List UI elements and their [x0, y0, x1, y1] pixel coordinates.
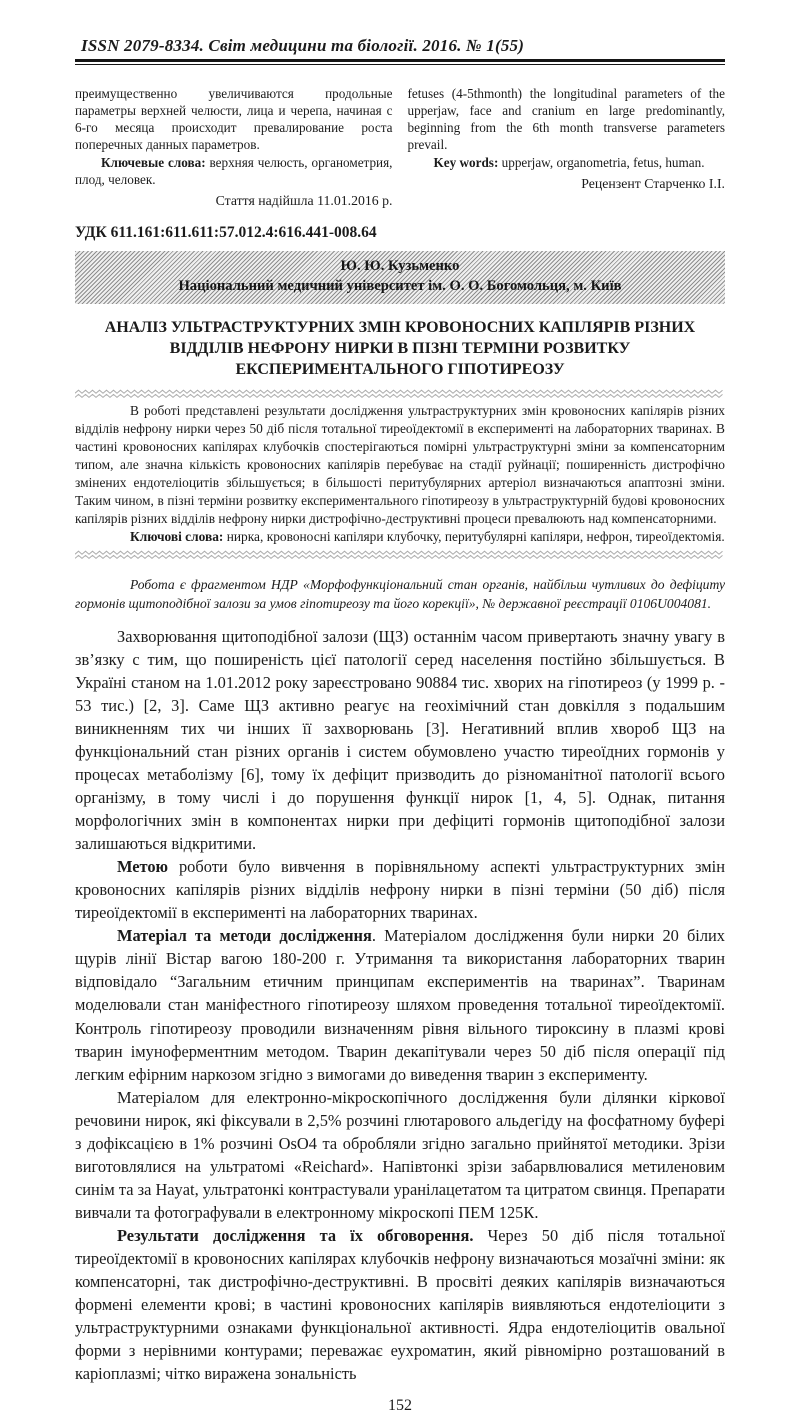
paragraph-text: Через 50 діб після тотальної тиреоїдектомії в кровоносних капілярах клубочків нефрону визначаються мозаїчні зміни: як компенсаторні, так дистрофічно-деструктивні. В просвіті деяких капілярів визначаються формені елементи крові; в частині кровоносних капілярів виявляються ендотеліоцити з ультраструктурними ознаками функціональної активності. Ядра ендотеліоцитів овальної форми з нерівними контурами; переважає еухроматин, який рівномірно розташований в каріоплазмі; чітко виражена зональність: [75, 1225, 725, 1384]
paragraph-text: Захворювання щитоподібної залози (ЩЗ) останнім часом привертають значну увагу в зв’язку с тим, що поширеність цієї патології серед населення постійно збільшується. В Україні станом на 1.01.2012 року зареєстровано 90884 тис. хворих на гіпотиреоз (у 1999 р. - 53 тис.) [2, 3]. Саме ЩЗ активно реагує на геохімічний стан довкілля з подальшим виникненням тих чи інших її захворювань [3]. Негативний вплив хвороб ЩЗ на функціональний стан різних органів і систем обумовлено участю тиреоїдних гормонів у процесах метаболізму [6], тому їх дефіцит призводить до різноманітної патології всього організму, в тому числі і до порушення функції нирок [1, 4, 5]. Однак, питання морфологічних змін в компонентах нирки при дефіциті гормонів щитоподібної залози залишаються відкритими.: [75, 626, 725, 854]
russian-keywords: [75, 154, 393, 188]
abstract-block: [75, 402, 725, 546]
udc-code: УДК 611.161:611.611:57.012.4:616.441-008.64: [75, 223, 377, 241]
grant-note: Робота є фрагментом НДР «Морфофункціональний стан органів, найбільш чутливих до дефіциту гормонів щитоподібної залози за умов гіпотиреозу та його корекції», № державної реєстрації 0106U004081.: [75, 576, 725, 611]
column-english: [408, 85, 726, 210]
paragraph-lead: Результати дослідження та їх обговорення.: [117, 1225, 474, 1245]
paragraph-lead: Метою: [117, 857, 169, 877]
article-title: АНАЛІЗ УЛЬТРАСТРУКТУРНИХ ЗМІН КРОВОНОСНИХ КАПІЛЯРІВ РІЗНИХ ВІДДІЛІВ НЕФРОНУ НИРКИ В ПІЗНІ ТЕРМІНИ РОЗВИТКУ ЕКСПЕРИМЕНТАЛЬНОГО ГІПОТИРЕОЗУ: [104, 318, 696, 378]
zigzag-border-top: [75, 389, 725, 399]
english-keywords-label: Key words:: [433, 154, 499, 170]
abstract-keywords: [75, 528, 725, 546]
author-affiliation-block: [75, 251, 725, 304]
paragraph-text: роботи було вивчення в порівняльному аспекті ультраструктурних змін кровоносних капілярів різних відділів нефрону нирки в пізні терміни (50 діб) після тиреоїдектомії в експерименті на лабораторних тваринах.: [75, 857, 725, 923]
abstract-keywords-label: Ключові слова:: [130, 528, 224, 544]
article-body: [75, 625, 725, 1386]
paragraph-text: Матеріалом для електронно-мікроскопічного дослідження були ділянки кіркової речовини нирок, які фіксували в 2,5% розчині глютарового альдегіду на фосфатному буфері з дофіксацією в 1% розчині OsO4 та обробляли згідно загально прийнятої методики. Зрізи виготовлялися на ультратомі «Reichard». Напівтонкі зрізи забарвлювалися метиленовим синім та за Hayat, ультратонкі контрастували уранілацетатом та цитратом свинця. Препарати вивчали та фотографували в електронному мікроскопі ПЕМ 125К.: [75, 1087, 725, 1222]
page-number: 152: [388, 1397, 412, 1415]
abstract-keywords-text: нирка, кровоносні капіляри клубочку, перитубулярні капіляри, нефрон, тиреоїдектомія.: [223, 528, 725, 544]
english-keywords: [408, 154, 726, 171]
affiliation: Національний медичний університет ім. О. О. Богомольця, м. Київ: [178, 278, 622, 295]
paragraph-intro: [75, 625, 725, 855]
russian-keywords-label: Ключевые слова:: [101, 154, 206, 170]
previous-article-tail: [75, 85, 725, 210]
author-name: Ю. Ю. Кузьменко: [340, 257, 460, 274]
zigzag-border-bottom: [75, 550, 725, 560]
abstract-text: В роботі представлені результати дослідження ультраструктурних змін кровоносних капілярів різних відділів нефрону нирки через 50 діб після тотальної тиреоїдектомії в експерименті на лабораторних тваринах. В частині кровоносних капілярах клубочків спостерігаються помірні ультраструктурні зміни за компенсаторним типом, але значна кількість кровоносних капілярів перебуває на стадії руйнації; поширенність дистрофічно змінених ендотеліоцитів збільшується; в більшості перитубулярних артеріол визначаються апаптозні зміни. Таким чином, в пізні терміни розвитку експериментального гіпотиреозу в ультраструктурній будові кровоносних капілярів різних відділів нефрону нирки дистрофічно-деструктивні процеси превалюють над компенсаторними.: [75, 403, 725, 526]
english-keywords-text: upperjaw, organometria, fetus, human.: [498, 154, 705, 170]
reviewer-line: Рецензент Старченко І.І.: [581, 175, 725, 191]
russian-summary-text: преимущественно увеличиваются продольные параметры верхней челюсти, лица и черепа, начиная с 6-го месяца происходит превалирование роста поперечных данных параметров.: [75, 86, 393, 153]
header-double-rule: [75, 59, 725, 65]
paragraph-aim: [75, 855, 725, 924]
paragraph-methods: [75, 924, 725, 1085]
paragraph-results: [75, 1224, 725, 1385]
received-date: Стаття надійшла 11.01.2016 р.: [215, 192, 393, 208]
journal-running-head: ISSN 2079-8334. Світ медицини та біології. 2016. № 1(55): [81, 36, 525, 55]
english-summary-text: fetuses (4-5thmonth) the longitudinal parameters of the upperjaw, face and cranium en large predominantly, beginning from the 6th month transverse parameters prevail.: [407, 86, 725, 153]
paragraph-text: . Матеріалом дослідження були нирки 20 білих щурів лінії Вістар вагою 180-200 г. Утримання та використання лабораторних тварин відповідало “Загальним етичним принципам експериментів на тваринах”. Тваринам моделювали стан маніфестного гіпотиреозу шляхом проведення тотальної тиреоїдектомії. Контроль гіпотиреозу проводили визначенням рівня вільного тироксину в плазмі крові тварин імуноферментним методом. Тварин декапітували через 50 діб після операції під легким ефірним наркозом згідно з вимогами до виведення тварин з експерименту.: [75, 926, 726, 1084]
column-russian: [75, 85, 393, 210]
paragraph-em-material: [75, 1086, 725, 1224]
russian-keywords-text: верхняя челюсть, органометрия, плод, человек.: [75, 154, 393, 187]
paragraph-lead: Матеріал та методи дослідження: [117, 926, 372, 946]
